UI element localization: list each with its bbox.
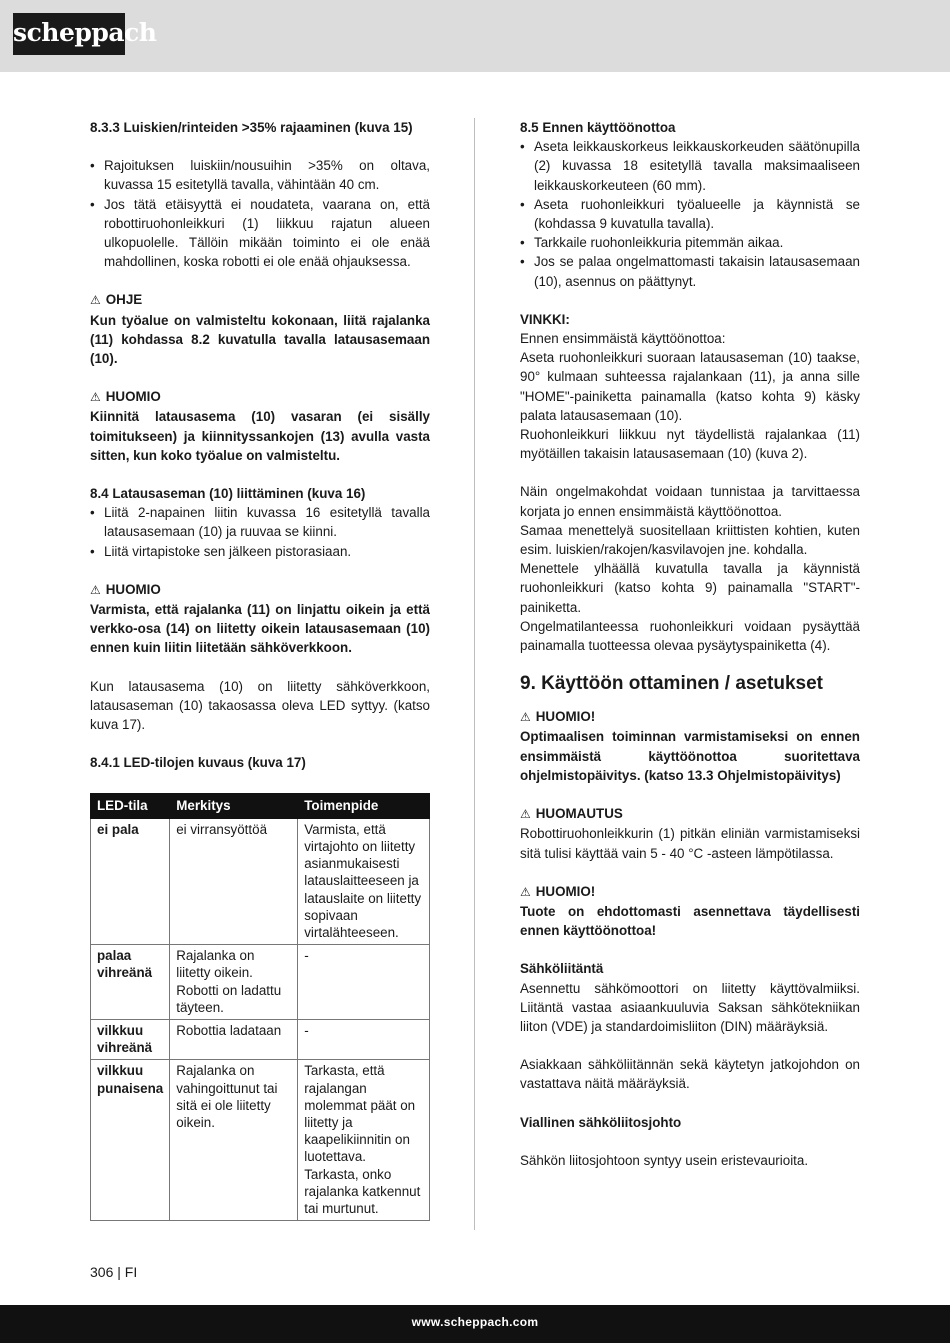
- led-table: [90, 793, 430, 1221]
- huomio-heading: [520, 882, 860, 902]
- meaning-cell: Rajalanka on vahingoittunut tai sitä ei ole liitetty oikein.: [170, 1060, 298, 1221]
- list-item: • Jos se palaa ongelmattomasti takaisin latausasemaan (10), asennus on päättynyt.: [520, 252, 860, 290]
- section-9-title: 9. Käyttöön ottaminen / asetukset: [520, 673, 824, 695]
- huomio-text: Tuote on ehdottomasti asennettava täydellisesti ennen käyttöönottoa!: [520, 903, 860, 939]
- huomio-label: HUOMIO!: [535, 709, 596, 725]
- electrical-connection-text-2: Asiakkaan sähköliitännän sekä käytetyn jatkojohdon on vastattava näitä määräyksiä.: [520, 1057, 860, 1092]
- section-8-3-3-list: [90, 156, 430, 271]
- led-state-cell: vilkkuu punaisena: [91, 1060, 170, 1221]
- list-item: • Jos tätä etäisyyttä ei noudateta, vaarana on, että robottiruohonleikkuri (1) liikkuu rajatun alueen ulkopuolelle. Tällöin mikään toiminto ei ole enää mahdollinen, koska robotti ei ole enää ohjauksessa.: [90, 195, 430, 272]
- list-item: • Aseta leikkauskorkeus leikkauskorkeuden säätönupilla (2) kuvassa 18 esitetyllä tavalla maksimaaliseen leikkauskorkeuteen (60 mm).: [520, 137, 860, 195]
- section-8-5-list: [520, 137, 860, 291]
- huomio-label: HUOMIO: [105, 581, 161, 597]
- vinkki-title: VINKKI:: [520, 311, 570, 327]
- led-state-cell: ei pala: [91, 818, 170, 944]
- huomio-label: HUOMIO: [105, 389, 161, 405]
- meaning-cell: ei virransyöttöä: [170, 818, 298, 944]
- list-item: • Rajoituksen luiskiin/nousuihin >35% on oltava, kuvassa 15 esitetyllä tavalla, vähintään 40 cm.: [90, 156, 430, 194]
- section-8-4-1-title: 8.4.1 LED-tilojen kuvaus (kuva 17): [90, 755, 306, 771]
- warning-icon: ⚠: [90, 582, 101, 597]
- huomio-heading: [90, 387, 430, 407]
- column-divider: [474, 118, 475, 1230]
- action-cell: Varmista, että virtajohto on liitetty asianmukaisesti latauslaitteeseen ja latauslaite on liitetty sopivaan virtalähteeseen.: [298, 818, 430, 944]
- electrical-connection-text: Asennettu sähkömoottori on liitetty käyttövalmiiksi. Liitäntä vastaa asiaankuuluvia Saksan sähkötekniikan liiton (VDE) ja standardoimisliiton (DIN) määräyksiä.: [520, 980, 860, 1034]
- led-state-cell: palaa vihreänä: [91, 945, 170, 1020]
- footer-bar: [0, 1305, 950, 1343]
- table-row: [91, 818, 430, 944]
- list-item: • Aseta ruohonleikkuri työalueelle ja käynnistä se (kohdassa 9 kuvatulla tavalla).: [520, 195, 860, 233]
- ohje-label: OHJE: [105, 292, 143, 308]
- led-paragraph: Kun latausasema (10) on liitetty sähköverkkoon, latausaseman (10) takaosassa oleva LED syttyy. (katso kuva 17).: [90, 678, 430, 733]
- section-8-4-list: [90, 503, 430, 561]
- right-column: [520, 118, 860, 1170]
- huomio-text: Kiinnitä latausasema (10) vasaran (ei sisälly toimitukseen) ja kiinnityssankojen (13) avulla vasta sitten, kun koko työalue on valmisteltu.: [90, 409, 430, 463]
- warning-icon: ⚠: [90, 293, 101, 308]
- problems-line: Ongelmatilanteessa ruohonleikkuri voidaan pysäyttää painamalla tuotteessa olevaa pysäytyspainiketta (4).: [520, 618, 860, 654]
- huomautus-heading: [520, 804, 860, 824]
- column-header: Merkitys: [170, 794, 298, 818]
- ohje-text: Kun työalue on valmisteltu kokonaan, liitä rajalanka (11) kohdassa 8.2 kuvatulla tavalla latausasemaan (10).: [90, 312, 430, 367]
- list-item: • Liitä virtapistoke sen jälkeen pistorasiaan.: [90, 542, 430, 561]
- warning-icon: ⚠: [520, 710, 531, 725]
- vinkki-line: Ennen ensimmäistä käyttöönottoa:: [520, 331, 726, 347]
- huomio-text: Optimaalisen toiminnan varmistamiseksi on ennen ensimmäistä käyttöönottoa suoritettava ohjelmistopäivitys. (katso 13.3 Ohjelmistopäivitys): [520, 729, 860, 783]
- vinkki-line: Aseta ruohonleikkuri suoraan latausaseman (10) taakse, 90° kulmaan suhteessa rajalankaan (11), ja anna sille "HOME"-painiketta painamalla (katso kohta 9) käsky palata latausasemaan (10).: [520, 350, 860, 423]
- huomio-label: HUOMIO!: [535, 883, 596, 899]
- warning-icon: ⚠: [520, 807, 531, 822]
- meaning-cell: Robottia ladataan: [170, 1019, 298, 1059]
- section-8-4-title: 8.4 Latausaseman (10) liittäminen (kuva 16): [90, 486, 366, 502]
- website-link[interactable]: www.scheppach.com: [411, 1315, 539, 1329]
- huomio-heading: [520, 707, 860, 727]
- huomio-text: Varmista, että rajalanka (11) on linjattu oikein ja että verkko-osa (14) on liitetty oikein latausasemaan (10) ennen kuin liitin liitetään sähköverkkoon.: [90, 602, 430, 656]
- scheppach-logo: scheppach: [13, 13, 125, 55]
- table-row: [91, 945, 430, 1020]
- section-8-3-3-title: 8.3.3 Luiskien/rinteiden >35% rajaaminen (kuva 15): [90, 120, 413, 135]
- huomio-heading: [90, 580, 430, 600]
- problems-line: Näin ongelmakohdat voidaan tunnistaa ja tarvittaessa korjata jo ennen ensimmäistä käyttöönottoa.: [520, 484, 860, 519]
- ohje-heading: [90, 290, 430, 310]
- meaning-cell: Rajalanka on liitetty oikein. Robotti on ladattu täyteen.: [170, 945, 298, 1020]
- left-column: [90, 118, 430, 1221]
- huomautus-text: Robottiruohonleikkurin (1) pitkän eliniän varmistamiseksi sitä tulisi käyttää vain 5 - 40 °C -asteen lämpötilassa.: [520, 826, 860, 861]
- warning-icon: ⚠: [90, 390, 101, 405]
- table-row: [91, 1019, 430, 1059]
- action-cell: -: [298, 945, 430, 1020]
- list-item: • Liitä 2-napainen liitin kuvassa 16 esitetyllä tavalla latausasemaan (10) ja ruuvaa se kiinni.: [90, 503, 430, 541]
- problems-line: Samaa menettelyä suositellaan kriittisten kohtien, kuten esim. luiskien/rakojen/kasvilavojen jne. kohdalla.: [520, 522, 860, 558]
- list-item: • Tarkkaile ruohonleikkuria pitemmän aikaa.: [520, 233, 860, 252]
- faulty-cable-title: Viallinen sähköliitosjohto: [520, 1114, 682, 1130]
- problems-line: Menettele ylhäällä kuvatulla tavalla ja käynnistä ruohonleikkuri (katso kohta 9) painamalla "START"-painiketta.: [520, 561, 860, 615]
- faulty-cable-text: Sähkön liitosjohtoon syntyy usein eristevaurioita.: [520, 1152, 809, 1168]
- header-bar: [0, 0, 950, 72]
- table-header-row: [91, 794, 430, 818]
- huomautus-label: HUOMAUTUS: [535, 806, 623, 822]
- table-row: [91, 1060, 430, 1221]
- action-cell: Tarkasta, että rajalangan molemmat päät on liitetty ja kaapelikiinnitin on luotettava. Tarkasta, onko rajalanka katkennut tai murtunut.: [298, 1060, 430, 1221]
- column-header: Toimenpide: [298, 794, 430, 818]
- warning-icon: ⚠: [520, 884, 531, 899]
- electrical-connection-title: Sähköliitäntä: [520, 961, 604, 977]
- led-state-cell: vilkkuu vihreänä: [91, 1019, 170, 1059]
- action-cell: -: [298, 1019, 430, 1059]
- page-number: 306 | FI: [90, 1264, 138, 1280]
- vinkki-line: Ruohonleikkuri liikkuu nyt täydellistä rajalankaa (11) myötäillen takaisin latausasemaan (10) (kuva 2).: [520, 427, 860, 462]
- section-8-5-title: 8.5 Ennen käyttöönottoa: [520, 120, 676, 135]
- column-header: LED-tila: [91, 794, 170, 818]
